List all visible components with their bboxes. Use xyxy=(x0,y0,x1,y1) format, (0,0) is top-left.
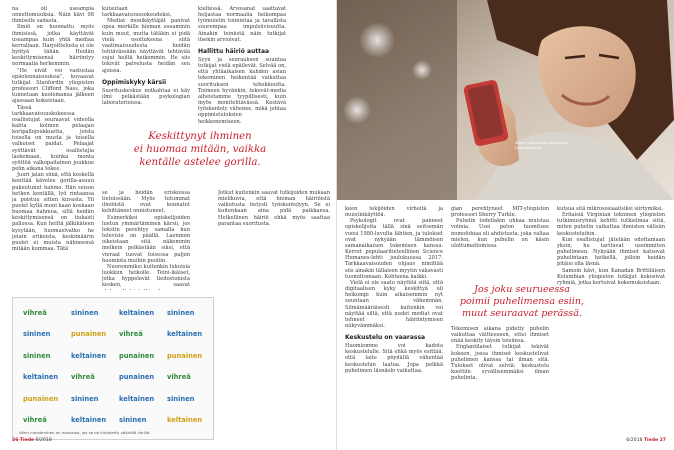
subheading: Oppimiskyky kärsii xyxy=(102,78,167,86)
stroop-word: keltainen xyxy=(23,373,59,382)
stroop-word: punainen xyxy=(119,373,155,382)
stroop-word: sininen xyxy=(71,394,99,403)
stroop-word: sininen xyxy=(167,394,195,403)
stroop-word: keltainen xyxy=(119,308,155,317)
stroop-word: sininen xyxy=(71,308,99,317)
subheading: Keskustelu on vaarassa xyxy=(345,334,426,342)
stroop-word: vihreä xyxy=(23,308,47,317)
stroop-word: sininen xyxy=(167,308,195,317)
paragraph: kieltessä. Arvosanat saattavat heijastaa normaalia heikompaa työmuistin toimintaa ja tavallista suurempaa impulsiivisuutta. Ainakin teiniistä näin tutkijat itsekin arvioivat. xyxy=(198,6,286,43)
paragraph: Suorituskeskus notkahtaa ei käy ilmi pelkästään psykologian laboratorioissa. xyxy=(102,87,190,107)
subheading: Hallittu häiriö auttaa xyxy=(198,47,270,55)
left-column-2-bottom xyxy=(102,190,190,290)
stroop-word: sininen xyxy=(119,416,147,425)
stroop-word: punainen xyxy=(23,394,59,403)
paragraph: Syyn ja seurauksen suuntaa tutkijat vielä epäilevät. Selvää on, että yhtäaikaisen kahden asian tekeminen heikentää vaikuttaa suorituksen tehokkuutta. Toimeen hyvänkin, tekevät-media aiheistamme tyypillisesti, kuin myös monitehtävässä. Kestävä työskentely vähenee, mikä johtaa oppimistuloksien heikkenemiseen. xyxy=(198,56,286,125)
stroop-test-box xyxy=(12,297,214,440)
paragraph: Juuri jalan siinä, että keskellä kenttää kävelee gorilla-asuun pukeutunut hahmo. Hän seisoo hetken kentällä, lyö rintaansa ja poistuu sitten kuvasta. Yli puolet kyllä moni kaan koskaan huomaa hahmoa, sillä heidän keskittymisensä on tiukasti pallossa. Kun heiltä jälkikäteen kysytään, huomasivatko he jotain erikoista, keskimäärin puolet ei muista nähneensä mitään kummaa. Tätä xyxy=(12,172,94,253)
right-column-2-bottom xyxy=(451,326,549,434)
paragraph: Kun osallistujat jätetään odottamaan yksin, he tarttuvat useimmiten puhelimeen. Nykyään ihmiset katsovat puhelintaan hetkellä, jolloin heidän pitäisi olla läsnä. xyxy=(557,236,665,268)
paragraph: Nuoremmiksi kuitenkin lukuisia luokkiin heikolle. Teini-ikäiset, jotka hyppelevät tiedostonista kesken, saavat xyxy=(102,263,190,289)
stroop-word: keltainen xyxy=(71,351,107,360)
stroop-word: vihreä xyxy=(119,330,143,339)
right-column-2-top xyxy=(451,206,549,281)
right-column-1 xyxy=(345,206,443,434)
stroop-word: vihreä xyxy=(71,373,95,382)
magazine-name: Tiede xyxy=(19,438,35,443)
paragraph: Vielä ei ole saatu näyttöä siitä, että digitaalisen kyky keskittyä oli heikompi kuin aikaisemmin nyt suuntaan vähemmän. Silmämääräisesti kuitenkin voi näyttää siltä, että uudet mediat ovat tehneet häiriintymisen näkyvämmäksi. xyxy=(345,279,443,329)
paragraph: Englantilaiset tutkijat tekivät kokeen, jossa ihmiset keskustelivat puhelimen kanssa tai ilman sitä. Tulokset olivat selviä: keskustelu koettiin syvällisemmäksi ilman puhelinta. xyxy=(451,344,549,382)
stroop-row xyxy=(17,388,209,410)
stroop-row xyxy=(17,367,209,389)
paragraph: kutsutaan tarkkaavaisuussokeudeksi. xyxy=(102,6,172,19)
paragraph: Ilmiö on huomattu myös ihmisissä, jotka käyttävät useampaa kuin yhtä mediaa kerrallaan. Harjoittelusta ei ole hyötyä tähän. Heidän keskittymisensä häiriintyy normaalia herkemmin. xyxy=(12,24,94,68)
left-column-3-top xyxy=(198,6,286,126)
paragraph: ”He eivät voi vastustaa epäolennaisuuksia”, kuvaavat tutkijat Stanfordin yliopiston professori Clifford Nass, joka tunnetaan kuolemansa jälkeen ajassaan kokeistaan. xyxy=(12,67,94,105)
pull-quote-line: Keskittynyt ihminen xyxy=(148,131,252,142)
pull-quote-line: poimii puhelimensa esiin, xyxy=(459,296,585,307)
stroop-word: punainen xyxy=(71,330,107,339)
stroop-row xyxy=(17,302,209,324)
paragraph: Psykologit ovat panneet opiskelijoita tällä sinä seitsemän vuosi 1980-luvulta lähtien, ja tulokset ovat nykyään tämmöisen samanaikaisen tekemisen kanssa. Kerrot populaaritieteellinen Science Humanes-lehti joulukuussa 2017. Tarkkaavaisuuden ohjaus nimittää siis ainakin tällaisen myytin vakavasti tuomittomaan. Kohteena kaikki. xyxy=(345,218,443,280)
issue-number: 6/2018 xyxy=(626,438,643,443)
stroop-row xyxy=(17,345,209,367)
pull-quote-line: ei huomaa mitään, vaikka xyxy=(133,144,267,155)
issue-number: 6/2018 xyxy=(35,438,52,443)
left-column-2-top xyxy=(102,6,190,126)
stroop-word: vihreä xyxy=(167,373,191,382)
paragraph: Mediat monikäyttäjät panivat upea merkille hieman useammin kuin muut, mutta tätäkin ei pidä vielä osoituksena siitä vaatimaisuudesta heidän tehtävässään näyttävät tehtävää sujui heiltä heikommin. He siis tekivät palvelusta heidän sen ajoissa. xyxy=(102,18,190,74)
stroop-word: sininen xyxy=(23,330,51,339)
photo-caption: Some vaarallisia huomioita huomasimme. xyxy=(515,140,568,150)
stroop-word: keltainen xyxy=(167,416,203,425)
paragraph: na oli useampia onnettomuuksia. Näin kävi 98 ihmiselle sadasta. xyxy=(12,6,94,25)
stroop-caption: Värin nimeäminen on hankalaa, jos se on kirjoitettu väärällä värillä. xyxy=(19,430,151,435)
stroop-word: keltainen xyxy=(71,416,107,425)
folio-right xyxy=(626,438,666,443)
magazine-name: Tiede xyxy=(643,438,659,443)
stroop-word: punainen xyxy=(167,351,203,360)
stroop-word: sininen xyxy=(23,351,51,360)
stroop-row xyxy=(17,410,209,432)
stroop-word: vihreä xyxy=(23,416,47,425)
stroop-table xyxy=(17,302,209,431)
stroop-word: keltainen xyxy=(119,394,155,403)
pull-quote-line: kentälle astelee gorilla. xyxy=(139,157,261,168)
paragraph: Puhelin todellakin uhkaa muistaa voimia. Usei pelon tuomitsee nomofobiaa eli ahdistusta, joka valtaa mielen, kun puhelin on käsin ulottumattomissa. xyxy=(451,218,549,249)
pull-quote-line: Jos joku seurueessa xyxy=(474,284,570,295)
photo-illustration xyxy=(337,0,674,200)
stroop-word: punainen xyxy=(119,351,155,360)
right-page xyxy=(337,0,674,450)
paragraph: Erilaisiä Virginian tekninen yliopiston tutkimusryhmä kehitti tutkielmaa siitä, miten puhelin vaikuttaa ihmisten välisiin keskusteluihin. xyxy=(557,212,665,237)
paragraph: keen tekijöiden virheitä ja muistinkäyttöä. xyxy=(345,206,443,219)
photo-woman-with-phone xyxy=(337,0,674,200)
paragraph: se ja heidän eriskoissa tietoissään. Myös tutummat ilmiöistä ovat konnatut kehittäneet onnistuneet. xyxy=(102,190,190,215)
paragraph: Esimerkiksi opiskelijoiden luetun ymmärtäminen kärsii, jos tekstin perehtyy samalla kun televisio on päällä. Laenmon oikeistaan sitä näkemmin melkein pelkästään siksi, että vieraat tuovat toisessa paljon huomiota muihin puoliin. xyxy=(102,214,190,264)
stroop-row xyxy=(17,324,209,346)
paragraph: Samoin kävi, kun Kanadan Brittiläisen Kolumbian yliopiston tutkijat kokosivat ryhmiä, jotka kertoivat kokemuksistaan. xyxy=(557,267,665,286)
pull-quote-line: muut seuraavat perässä. xyxy=(462,308,582,319)
paragraph: kutsua sitä mikrososiaalisiksi siirtymiksi. xyxy=(557,206,664,212)
left-column-1 xyxy=(12,6,94,296)
left-column-3-bottom xyxy=(218,190,330,434)
pull-quote-left xyxy=(100,130,300,169)
paragraph: Tässä tarkkaavaisuuskokeessa osallistujat seuraavat videolla kahta kolmen pelaajan koripallojoukkuetta, joista toisella on musta ja toisella valkoiset paidat. Pelaajat syöttävät osallistujia laskemaan, kuinka monta syöttöä valkopaitainen joukkue pelin aikana tekee. xyxy=(12,104,94,173)
paragraph: Tekemisen aikana pidetty puhelin vaikuttaa väitteeseen, ettei ihmiset enää keskity täysin toisiinsa. xyxy=(451,326,549,345)
right-column-3 xyxy=(557,206,665,434)
paragraph: Huomiomme voi kadota keskustelulle. Sitä ehkä myös esittää, että laite pöydällä vähentää keskustelun laatua. Jopa pelkkä puhelimen läsnäolo vaikuttaa. xyxy=(345,343,443,374)
paragraph: Jotkut kuitenkin saavat tutkijoiden mukaan mielikuvia, että hieman häiriöistä vaikutusta tietysti työskentelyyn. Se ei kuitenkaan aina pidä paikkansa. Hetkellinen häiriö ehkä myös saattaa parantaa suoritusta. xyxy=(218,190,330,227)
paragraph: gian perehtyneet MIT-yliopiston professori Sherry Turkle. xyxy=(451,206,549,219)
stroop-word: keltainen xyxy=(167,330,203,339)
folio-left xyxy=(12,438,52,443)
page-number: 27 xyxy=(659,438,666,443)
page-number: 26 xyxy=(12,438,19,443)
